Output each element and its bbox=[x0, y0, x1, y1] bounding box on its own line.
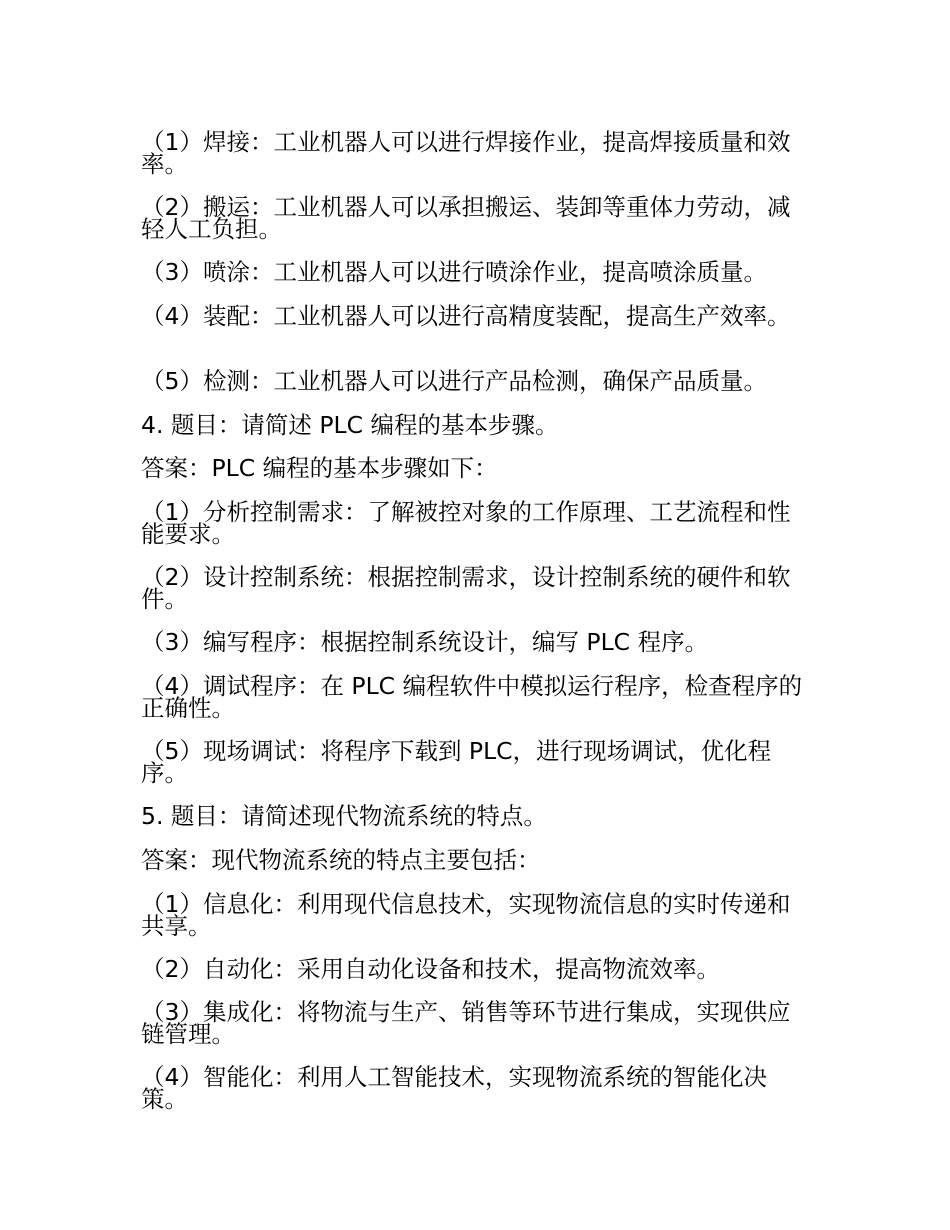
answer-item-informatization: （1）信息化：利用现代信息技术，实现物流信息的实时传递和共享。 bbox=[141, 890, 791, 940]
answer-item-inspection: （5）检测：工业机器人可以进行产品检测，确保产品质量。 bbox=[141, 367, 767, 395]
answer-item-analyze-needs: （1）分析控制需求：了解被控对象的工作原理、工艺流程和性能要求。 bbox=[141, 498, 791, 548]
answer-item-design-system: （2）设计控制系统：根据控制需求，设计控制系统的硬件和软件。 bbox=[141, 563, 791, 613]
answer-item-write-program: （3）编写程序：根据控制系统设计，编写 PLC 程序。 bbox=[141, 628, 709, 656]
answer-item-intelligence: （4）智能化：利用人工智能技术，实现物流系统的智能化决策。 bbox=[141, 1063, 767, 1113]
answer-4-intro: 答案：PLC 编程的基本步骤如下： bbox=[141, 454, 498, 482]
answer-item-integration: （3）集成化：将物流与生产、销售等环节进行集成，实现供应链管理。 bbox=[141, 998, 791, 1048]
answer-item-assembly: （4）装配：工业机器人可以进行高精度装配，提高生产效率。 bbox=[141, 302, 791, 330]
answer-item-automation: （2）自动化：采用自动化设备和技术，提高物流效率。 bbox=[141, 955, 720, 983]
answer-item-handling: （2）搬运：工业机器人可以承担搬运、装卸等重体力劳动，减轻人工负担。 bbox=[141, 193, 791, 243]
answer-item-spraying: （3）喷涂：工业机器人可以进行喷涂作业，提高喷涂质量。 bbox=[141, 258, 767, 286]
answer-item-welding: （1）焊接：工业机器人可以进行焊接作业，提高焊接质量和效率。 bbox=[141, 128, 791, 178]
question-4-heading: 4. 题目：请简述 PLC 编程的基本步骤。 bbox=[141, 411, 559, 439]
answer-item-debug-program: （4）调试程序：在 PLC 编程软件中模拟运行程序，检查程序的正确性。 bbox=[141, 672, 803, 722]
question-5-heading: 5. 题目：请简述现代物流系统的特点。 bbox=[141, 802, 547, 830]
answer-5-intro: 答案：现代物流系统的特点主要包括： bbox=[141, 846, 541, 874]
answer-item-field-debug: （5）现场调试：将程序下载到 PLC，进行现场调试，优化程序。 bbox=[141, 737, 772, 787]
